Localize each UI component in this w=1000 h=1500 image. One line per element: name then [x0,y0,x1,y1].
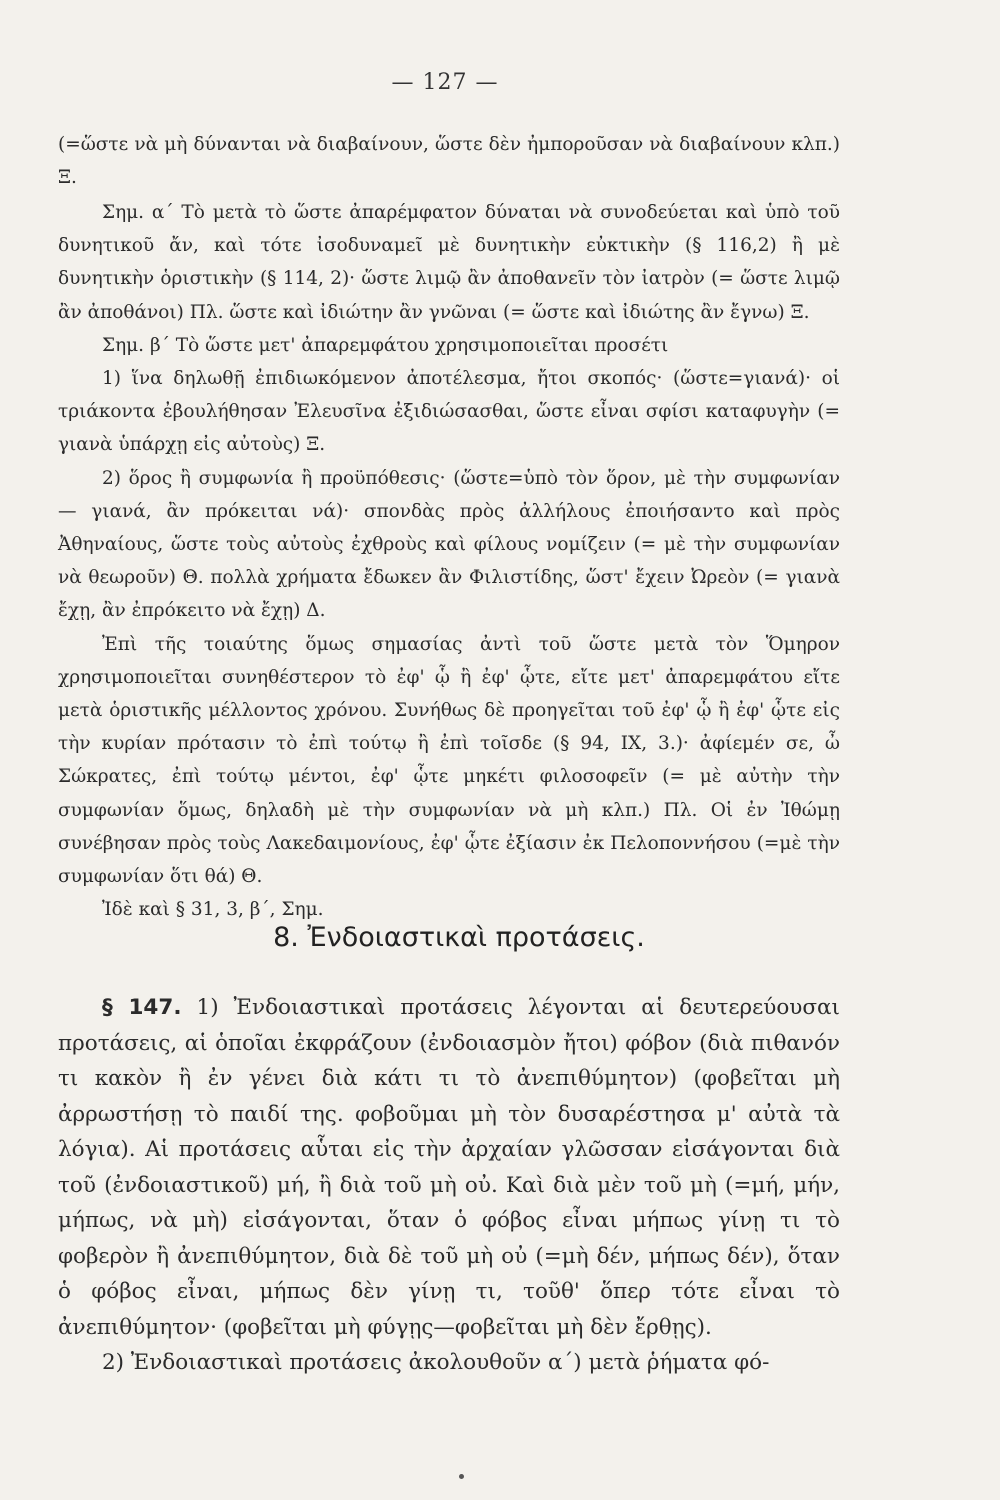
note-beta: Σημ. β΄ Τὸ ὥστε μετ' ἀπαρεμφάτου χρησιμοποιεῖται προσέτι [102,334,669,356]
paragraph-eph-ho: Ἐπὶ τῆς τοιαύτης ὅμως σημασίας ἀντὶ τοῦ ὥστε μετὰ τὸν Ὅμηρον χρησιμοποιεῖται συνηθέστερον τὸ ἐφ' ᾧ ἢ ἐφ' ᾧτε, εἴτε μετ' ἀπαρεμφάτου εἴτε μετὰ ὁριστικῆς μέλλοντος χρόνου. Συνήθως δὲ προηγεῖται τοῦ ἐφ' ᾧ ἢ ἐφ' ᾧτε εἰς τὴν κυρίαν πρότασιν τὸ ἐπὶ τούτῳ ἢ ἐπὶ τοῖσδε (§ 94, IX, 3.)· ἀφίεμέν σε, ὦ Σώκρατες, ἐπὶ τούτῳ μέντοι, ἐφ' ᾧτε μηκέτι φιλοσοφεῖν (= μὲ αὐτὴν τὴν συμφωνίαν ὅμως, δηλαδὴ μὲ τὴν συμφωνίαν νὰ μὴ κλπ.) Πλ. Οἱ ἐν Ἰθώμῃ συνέβησαν πρὸς τοὺς Λακεδαιμονίους, ἐφ' ᾧτε ἐξίασιν ἐκ Πελοποννήσου (=μὲ τὴν συμφωνίαν ὅτι θά) Θ. [58,633,840,888]
cross-reference: Ἰδὲ καὶ § 31, 3, β΄, Σημ. [102,899,324,921]
note-beta-item-2: 2) ὅρος ἢ συμφωνία ἢ προϋπόθεσις· (ὥστε=ὑπὸ τὸν ὅρον, μὲ τὴν συμφωνίαν — γιανά, ἂν πρόκειται νά)· σπονδὰς πρὸς ἀλλήλους ἐποιήσαντο καὶ πρὸς Ἀθηναίους, ὥστε τοὺς αὐτοὺς ἐχθροὺς καὶ φίλους νομίζειν (= μὲ τὴν συμφωνίαν νὰ θεωροῦν) Θ. πολλὰ χρήματα ἔδωκεν ἂν Φιλιστίδης, ὥστ' ἔχειν Ὠρεὸν (= γιανὰ ἔχῃ, ἂν ἐπρόκειτο νὰ ἔχῃ) Δ. [58,467,840,622]
paragraph-continued-example: (=ὥστε νὰ μὴ δύνανται νὰ διαβαίνουν, ὥστε δὲν ἠμποροῦσαν νὰ διαβαίνουν κλπ.) Ξ. [58,134,840,189]
continued-paragraph [58,128,840,194]
note-beta-item-1: 1) ἵνα δηλωθῇ ἐπιδιωκόμενον ἀποτέλεσμα, ἤτοι σκοπός· (ὥστε=γιανά)· οἱ τριάκοντα ἐβουλήθησαν Ἐλευσῖνα ἐξιδιώσασθαι, ὥστε εἶναι σφίσι καταφυγὴν (= γιανὰ ὑπάρχῃ εἰς αὐτοὺς) Ξ. [58,368,840,456]
section-147-paragraph-2: 2) Ἐνδοιαστικαὶ προτάσεις ἀκολουθοῦν α΄) μετὰ ῥήματα φό- [102,1350,770,1375]
print-speck [459,1474,464,1479]
paragraph-number: § 147. [102,995,182,1020]
section-heading: 8. Ἐνδοιαστικαὶ προτάσεις. [273,922,645,953]
page-number: — 127 — [391,70,499,95]
section-147-text-1: 1) Ἐνδοιαστικαὶ προτάσεις λέγονται αἱ δευτερεύουσαι προτάσεις, αἱ ὁποῖαι ἐκφράζουν (ἐνδοιασμὸν ἤτοι) φόβον (διὰ πιθανόν τι κακὸν ἢ ἐν γένει διὰ κάτι τι τὸ ἀνεπιθύμητον) (φοβεῖται μὴ ἀρρωστήσῃ τὸ παιδί της. φοβοῦμαι μὴ τὸν δυσαρέστησα μ' αὐτὰ τὰ λόγια). Αἱ προτάσεις αὗται εἰς τὴν ἀρχαίαν γλῶσσαν εἰσάγονται διὰ τοῦ (ἐνδοιαστικοῦ) μή, ἢ διὰ τοῦ μὴ οὐ. Καὶ διὰ μὲν τοῦ μὴ (=μή, μήν, μήπως, νὰ μὴ) εἰσάγονται, ὅταν ὁ φόβος εἶναι μήπως γίνῃ τι τὸ φοβερὸν ἢ ἀνεπιθύμητον, διὰ δὲ τοῦ μὴ οὐ (=μὴ δέν, μήπως δέν), ὅταν ὁ φόβος εἶναι, μήπως δὲν γίνῃ τι, τοῦθ' ὅπερ τότε εἶναι τὸ ἀνεπιθύμητον· (φοβεῖται μὴ φύγῃς—φοβεῖται μὴ δὲν ἔρθῃς). [58,995,840,1340]
note-alpha: Σημ. α΄ Τὸ μετὰ τὸ ὥστε ἀπαρέμφατον δύναται νὰ συνοδεύεται καὶ ὑπὸ τοῦ δυνητικοῦ ἄν, καὶ τότε ἰσοδυναμεῖ μὲ δυνητικὴν εὐκτικὴν (§ 116,2) ἢ μὲ δυνητικὴν ὁριστικὴν (§ 114, 2)· ὥστε λιμῷ ἂν ἀποθανεῖν τὸν ἰατρὸν (= ὥστε λιμῷ ἂν ἀποθάνοι) Πλ. ὥστε καὶ ἰδιώτην ἂν γνῶναι (= ὥστε καὶ ἰδιώτης ἂν ἔγνω) Ξ. [58,202,840,323]
notes-block [58,196,840,926]
section-147-paragraph-1 [58,990,840,1345]
section-147 [58,990,840,1381]
